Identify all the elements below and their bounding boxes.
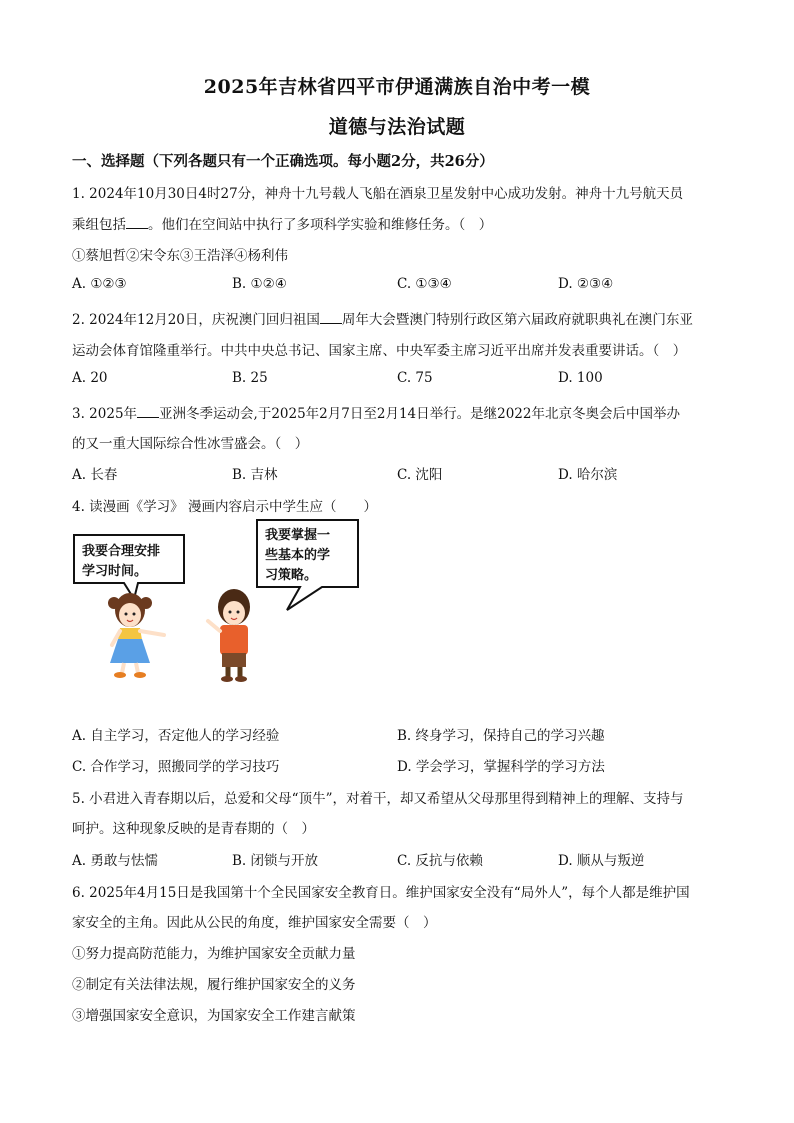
q4-line1: 4. 读漫画《学习》 漫画内容启示中学生应（ ） — [72, 499, 377, 515]
q3-line2: 的又一重大国际综合性冰雪盛会。（ ） — [72, 436, 309, 452]
q5-option-c: C. 反抗与依赖 — [397, 853, 483, 869]
q1-option-c: C. ①③④ — [397, 276, 452, 292]
section-heading: 一、选择题（下列各题只有一个正确选项。每小题2分，共26分） — [72, 153, 494, 170]
answer-blank — [137, 405, 159, 418]
page-subtitle: 道德与法治试题 — [328, 116, 466, 138]
q5-line2: 呵护。这种现象反映的是青春期的（ ） — [72, 821, 315, 837]
q1-option-b: B. ①②④ — [232, 276, 287, 292]
q6-line1: 6. 2025年4月15日是我国第十个全民国家安全教育日。维护国家安全没有“局外人”，每个人都是维护国 — [72, 885, 690, 901]
bubble-right-line3: 习策略。 — [265, 568, 318, 583]
q3-option-b: B. 吉林 — [232, 467, 278, 483]
q4-option-a: A. 自主学习，否定他人的学习经验 — [72, 728, 280, 744]
q4-option-d: D. 学会学习，掌握科学的学习方法 — [397, 759, 605, 775]
q6-line2: 家安全的主角。因此从公民的角度，维护国家安全需要（ ） — [72, 915, 437, 931]
q2-line2: 运动会体育馆隆重举行。中共中央总书记、国家主席、中央军委主席习近平出席并发表重要讲话。（ ） — [72, 343, 687, 359]
q3-option-d: D. 哈尔滨 — [558, 467, 618, 483]
q1-option-d: D. ②③④ — [558, 276, 614, 292]
q2-option-b: B. 25 — [232, 370, 268, 386]
girl-left-figure — [108, 593, 164, 678]
q3-line1-start: 3. 2025年 — [72, 406, 138, 422]
q3-option-c: C. 沈阳 — [397, 467, 443, 483]
q1-items: ①蔡旭哲②宋令东③王浩泽④杨利伟 — [72, 248, 288, 264]
q5-line1: 5. 小君进入青春期以后，总爱和父母“顶牛”，对着干，却又希望从父母那里得到精神上的理解、支持与 — [72, 791, 684, 807]
q1-line2-end: 。他们在空间站中执行了多项科学实验和维修任务。（ ） — [148, 217, 493, 233]
girl-right-figure — [208, 589, 250, 682]
q5-option-b: B. 闭锁与开放 — [232, 853, 319, 869]
q1-line2-start: 乘组包括 — [72, 217, 126, 233]
bubble-left-line1: 我要合理安排 — [82, 544, 161, 559]
q1-option-a: A. ①②③ — [72, 276, 127, 292]
q3-option-a: A. 长春 — [72, 467, 118, 483]
bubble-left-line2: 学习时间。 — [82, 564, 148, 579]
q2-option-a: A. 20 — [72, 370, 108, 386]
q5-option-d: D. 顺从与叛逆 — [558, 853, 645, 869]
q2-line1-end: 周年大会暨澳门特别行政区第六届政府就职典礼在澳门东亚 — [341, 312, 693, 328]
speech-bubble-right — [257, 520, 358, 610]
q1-line1: 1. 2024年10月30日4时27分，神舟十九号载人飞船在酒泉卫星发射中心成功发射。神舟十九号航天员 — [72, 186, 684, 202]
study-comic-illustration — [72, 515, 372, 710]
q2-option-c: C. 75 — [397, 370, 433, 386]
q1-line2 — [72, 213, 722, 233]
answer-blank — [320, 311, 342, 324]
q6-item-1: ①努力提高防范能力，为维护国家安全贡献力量 — [72, 946, 356, 962]
q6-item-3: ③增强国家安全意识，为国家安全工作建言献策 — [72, 1008, 356, 1024]
bubble-right-line2: 些基本的学 — [265, 548, 331, 563]
q4-option-c: C. 合作学习，照搬同学的学习技巧 — [72, 759, 280, 775]
answer-blank — [126, 216, 148, 229]
q6-item-2: ②制定有关法律法规，履行维护国家安全的义务 — [72, 977, 356, 993]
page-title: 2025年吉林省四平市伊通满族自治中考一模 — [203, 76, 591, 98]
bubble-right-line1: 我要掌握一 — [265, 528, 331, 543]
speech-bubble-left — [74, 535, 184, 599]
q3-line1-end: 亚洲冬季运动会,于2025年2月7日至2月14日举行。是继2022年北京冬奥会后中国举办 — [159, 406, 680, 422]
q2-line1 — [72, 308, 722, 328]
q5-option-a: A. 勇敢与怯懦 — [72, 853, 158, 869]
q2-option-d: D. 100 — [558, 370, 603, 386]
q2-line1-start: 2. 2024年12月20日，庆祝澳门回归祖国 — [72, 312, 320, 328]
q3-line1 — [72, 402, 722, 422]
q4-option-b: B. 终身学习，保持自己的学习兴趣 — [397, 728, 605, 744]
